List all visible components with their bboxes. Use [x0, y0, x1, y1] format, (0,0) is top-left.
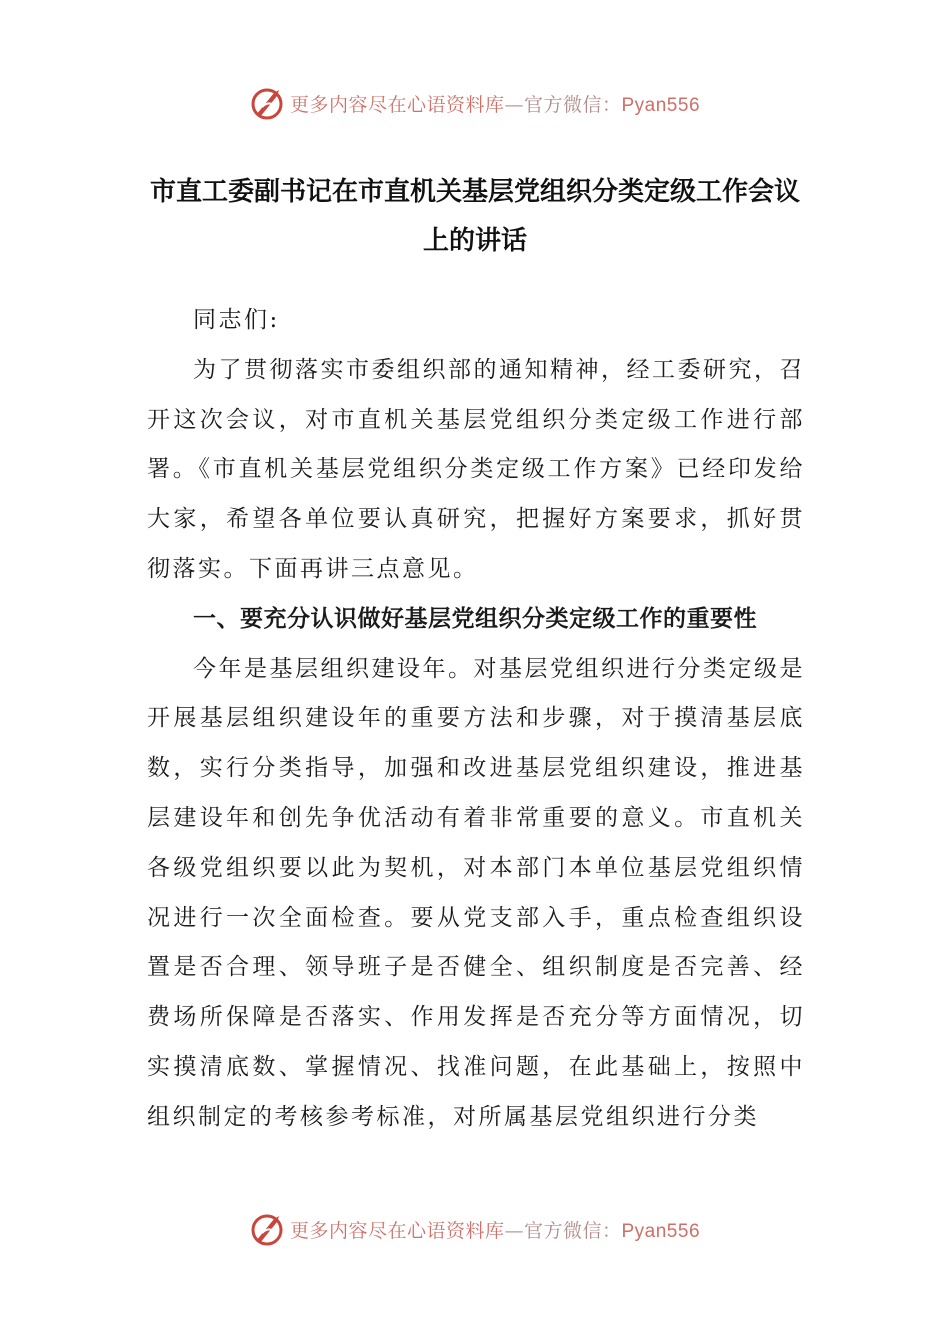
section-paragraph: 今年是基层组织建设年。对基层党组织进行分类定级是开展基层组织建设年的重要方法和步骤，对于摸清基层底数，实行分类指导，加强和改进基层党组织建设，推进基层建设年和创先争优活动有着非常重要的意义。市直机关各级党组织要以此为契机，对本部门本单位基层党组织情况进行一次全面检查。要从党支部入手，重点检查组织设置是否合理、领导班子是否健全、组织制度是否完善、经费场所保障是否落实、作用发挥是否充分等方面情况，切实摸清底数、掌握情况、找准问题，在此基础上，按照中组织制定的考核参考标准，对所属基层党组织进行分类	[147, 655, 805, 1130]
pen-circle-logo-icon	[250, 85, 286, 121]
footer-watermark-banner	[0, 1204, 950, 1254]
watermark-text: 更多内容尽在心语资料库—官方微信：Pyan556	[289, 1219, 701, 1242]
header-watermark-banner	[0, 78, 950, 128]
section-heading: 一、要充分认识做好基层党组织分类定级工作的重要性	[193, 605, 757, 632]
pen-circle-logo-icon	[250, 1211, 286, 1247]
watermark-text: 更多内容尽在心语资料库—官方微信：Pyan556	[289, 93, 701, 116]
salutation: 同志们:	[193, 307, 280, 333]
wechat-id: Pyan556	[621, 94, 701, 116]
intro-paragraph: 为了贯彻落实市委组织部的通知精神，经工委研究，召开这次会议，对市直机关基层党组织分类定级工作进行部署。《市直机关基层党组织分类定级工作方案》已经印发给大家，希望各单位要认真研究，把握好方案要求，抓好贯彻落实。下面再讲三点意见。	[147, 356, 805, 582]
wechat-id: Pyan556	[621, 1220, 701, 1242]
document-title: 市直工委副书记在市直机关基层党组织分类定级工作会议上的讲话	[149, 177, 800, 256]
document-body	[147, 296, 805, 1143]
